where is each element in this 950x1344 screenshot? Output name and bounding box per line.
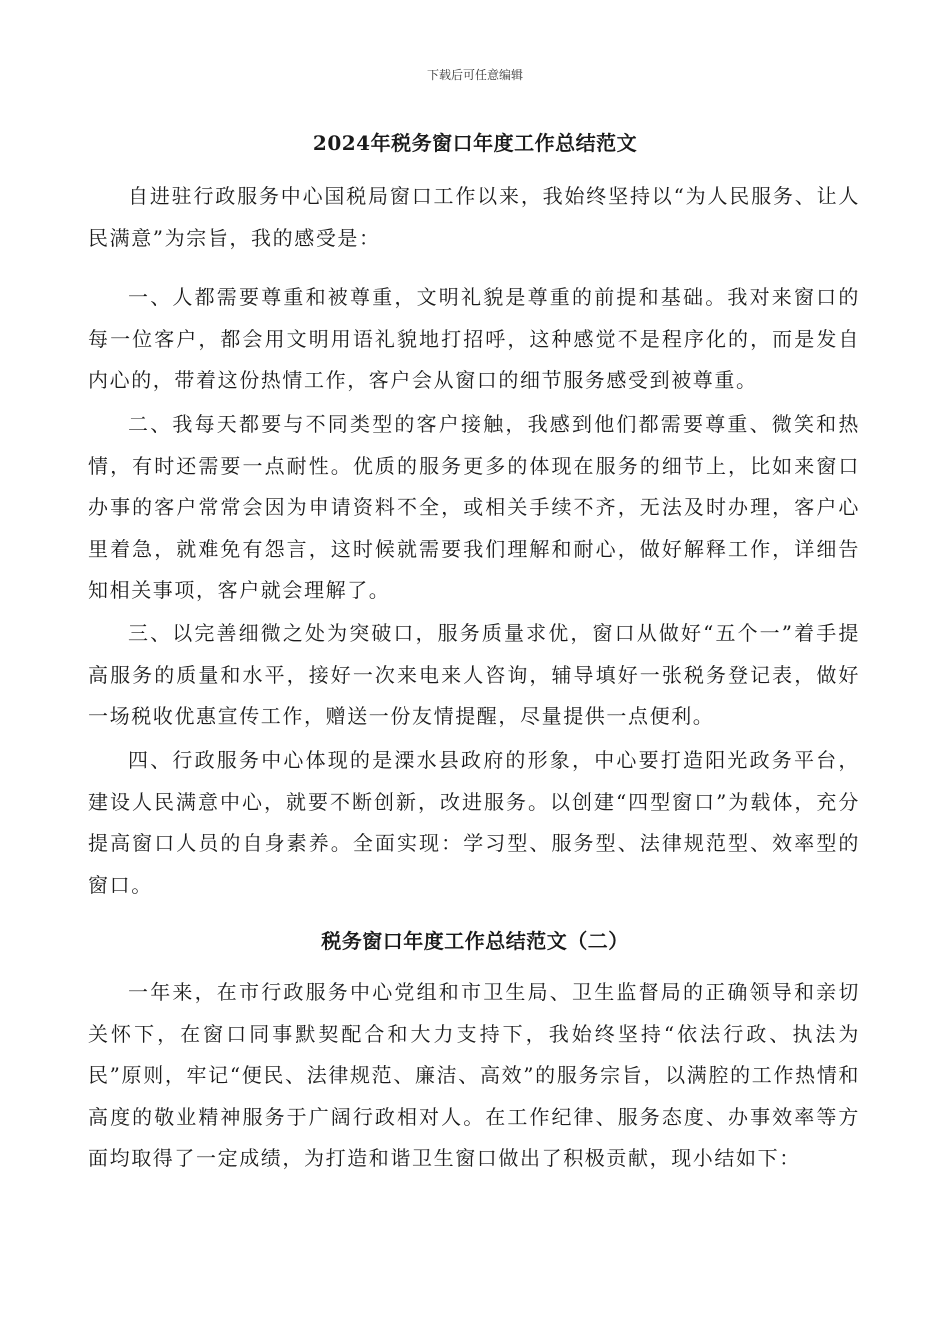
paragraph-point-3: 三、以完善细微之处为突破口，服务质量求优，窗口从做好“五个一”着手提高服务的质量和水平，接好一次来电来人咨询，辅导填好一张税务登记表，做好一场税收优惠宣传工作，赠送一份友情提醒，尽量提供一点便利。 bbox=[88, 621, 860, 728]
document-title: 2024年税务窗口年度工作总结范文 bbox=[312, 131, 638, 155]
paragraph-intro: 自进驻行政服务中心国税局窗口工作以来，我始终坚持以“为人民服务、让人民满意”为宗旨，我的感受是： bbox=[88, 184, 860, 250]
paragraph-point-4: 四、行政服务中心体现的是溧水县政府的形象，中心要打造阳光政务平台，建设人民满意中心，就要不断创新，改进服务。以创建“四型窗口”为载体，充分提高窗口人员的自身素养。全面实现：学习型、服务型、法律规范型、效率型的窗口。 bbox=[88, 748, 860, 897]
header-note: 下载后可任意编辑 bbox=[426, 68, 523, 82]
paragraph-point-1: 一、人都需要尊重和被尊重，文明礼貌是尊重的前提和基础。我对来窗口的每一位客户，都会用文明用语礼貌地打招呼，这种感觉不是程序化的，而是发自内心的，带着这份热情工作，客户会从窗口的细节服务感受到被尊重。 bbox=[88, 285, 860, 392]
section-title-2: 税务窗口年度工作总结范文（二） bbox=[321, 929, 629, 953]
paragraph-point-2: 二、我每天都要与不同类型的客户接触，我感到他们都需要尊重、微笑和热情，有时还需要一点耐性。优质的服务更多的体现在服务的细节上，比如来窗口办事的客户常常会因为申请资料不全，或相关手续不齐，无法及时办理，客户心里着急，就难免有怨言，这时候就需要我们理解和耐心，做好解释工作，详细告知相关事项，客户就会理解了。 bbox=[88, 412, 860, 602]
paragraph-section-2: 一年来，在市行政服务中心党组和市卫生局、卫生监督局的正确领导和亲切关怀下，在窗口同事默契配合和大力支持下，我始终坚持“依法行政、执法为民”原则，牢记“便民、法律规范、廉洁、高效”的服务宗旨，以满腔的工作热情和高度的敬业精神服务于广阔行政相对人。在工作纪律、服务态度、办事效率等方面均取得了一定成绩，为打造和谐卫生窗口做出了积极贡献，现小结如下： bbox=[88, 980, 860, 1170]
